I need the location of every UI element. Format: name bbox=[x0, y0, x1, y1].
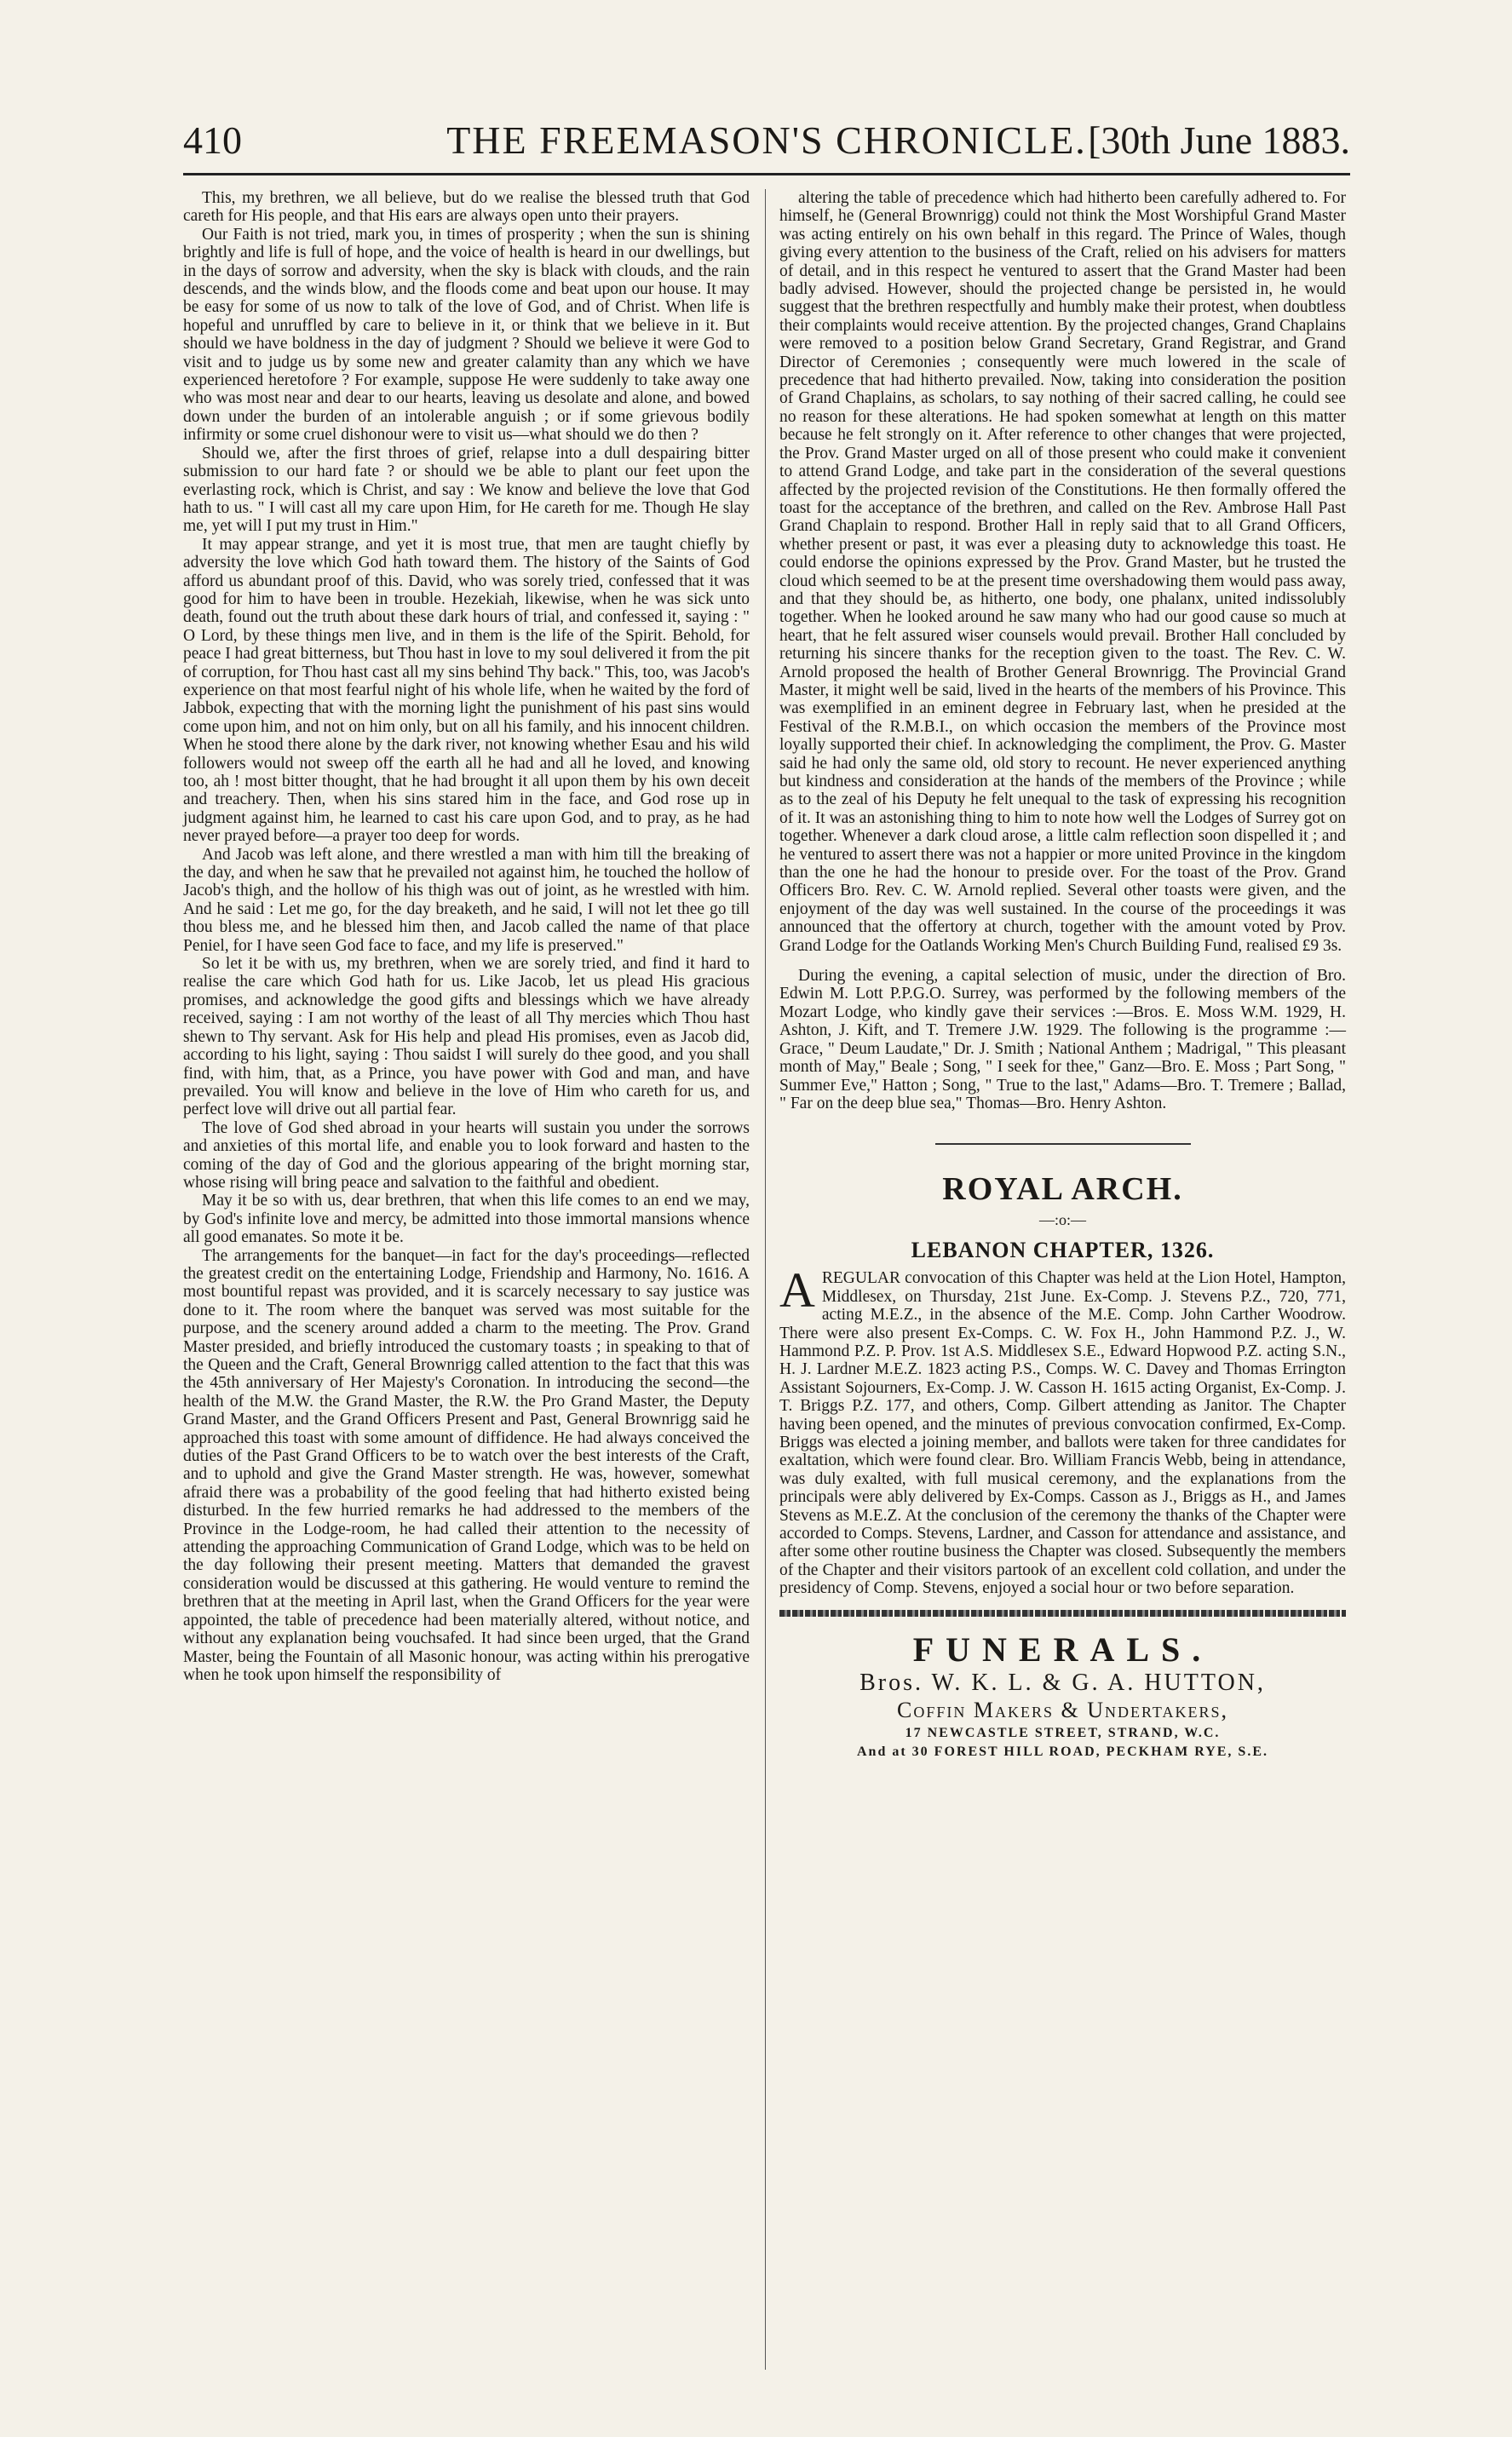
paragraph: The arrangements for the banquet—in fact for the day's proceedings—reflected the greatest credit on the entertaining Lodge, Friendship and Harmony, No. 1616. A most bountiful repast was provided, and it is scarcely necessary to say justice was done to it. The room where the banquet was served was most suitable for the purpose, and the scenery around added a charm to the meeting. The Prov. Grand Master presided, and briefly introduced the customary toasts ; in speaking to that of the Queen and the Craft, General Brownrigg called attention to the fact that this was the 45th anniversary of Her Majesty's Coronation. In introducing the second—the health of the M.W. the Grand Master, the R.W. the Pro Grand Master, the Deputy Grand Master, and the Grand Officers Present and Past, General Brownrigg said he approached this toast with some amount of diffidence. He had always conceived the duties of the Past Grand Officers to be to watch over the best interests of the Craft, and to uphold and give the Grand Master strength. He was, however, somewhat afraid there was a probability of the good feeling that had hitherto existed being disturbed. In the few hurried remarks he had addressed to the members of the Province in the Lodge-room, he had called their attention to the necessity of attending the approaching Communication of Grand Lodge, which was to be held on the day following their present meeting. Matters that demanded the gravest consideration would be discussed at this gathering. He would venture to remind the brethren that at the meeting in April last, when the Grand Officers for the year were appointed, the table of precedence had been materially altered, without notice, and without any explanation being vouchsafed. It had since been urged, that the Grand Master, being the Fountain of all Masonic honour, was acting within his prerogative when he took upon himself the responsibility of bbox=[183, 1246, 750, 1684]
paragraph: And Jacob was left alone, and there wrestled a man with him till the breaking of the day, and when he saw that he prevailed not against him, he touched the hollow of Jacob's thigh, and the hollow of his thigh was out of joint, as he wrestled with him. And he said : Let me go, for the day breaketh, and he said, I will not let thee go till thou bless me, and he blessed him then, and Jacob called the name of that place Peniel, for I have seen God face to face, and my life is preserved." bbox=[183, 845, 750, 955]
publication-title: THE FREEMASON'S CHRONICLE. bbox=[446, 118, 1087, 162]
issue-date: [30th June 1883. bbox=[1088, 118, 1350, 162]
royal-arch-section bbox=[779, 1170, 1346, 1597]
masthead bbox=[183, 115, 1350, 166]
advert-branch-address: And at 30 FOREST HILL ROAD, PECKHAM RYE, S.E. bbox=[857, 1744, 1268, 1759]
drop-cap: A bbox=[779, 1262, 815, 1319]
advert-proprietors: Bros. W. K. L. & G. A. HUTTON, bbox=[859, 1669, 1266, 1696]
chapter-title: LEBANON CHAPTER, 1326. bbox=[911, 1238, 1215, 1263]
paragraph: This, my brethren, we all believe, but do we realise the blessed truth that God careth for His people, and that His ears are always open unto their prayers. bbox=[183, 189, 750, 226]
funerals-advert bbox=[779, 1630, 1346, 1762]
right-column bbox=[779, 189, 1346, 1762]
paragraph: Our Faith is not tried, mark you, in times of prosperity ; when the sun is shining brightly and life is full of hope, and the voice of health is heard in our dwellings, but in the days of sorrow and adversity, when the sky is black with clouds, and the rain descends, and the winds blow, and the floods come and beat upon our house. It may be easy for some of us now to talk of the love of God, and of Christ. When life is hopeful and unruffled by care to believe in it, or think that we believe in it. But should we have boldness in the day of judgment ? Should we believe it were God to visit and to judge us by some new and greater calamity than any which we have experienced heretofore ? For example, suppose He were suddenly to take away one who was most near and dear to our hearts, leaving us desolate and alone, and bowed down under the burden of an intolerable anguish ; or if some grievous bodily infirmity or some cruel dishonour were to visit us—what should we do then ? bbox=[183, 225, 750, 445]
paragraph: May it be so with us, dear brethren, that when this life comes to an end we may, by God's infinite love and mercy, be admitted into those immortal mansions whence all good emanates. So mote it be. bbox=[183, 1192, 750, 1247]
masthead-rule bbox=[183, 173, 1350, 175]
chapter-report bbox=[779, 1262, 1346, 1598]
paragraph: So let it be with us, my brethren, when we are sorely tried, and find it hard to realise the care which God hath for us. Like Jacob, let us plead His gracious promises, and acknowledge the good gifts and blessings which we have already received, saying : I am not worthy of the least of all Thy mercies which Thou hast shewn to Thy servant. Ask for His help and plead His promises, even as Jacob did, according to his light, saying : Thou saidst I will surely do thee good, and you shall find, with him, that, as a Prince, you have power with God and man, and have prevailed. You will know and believe in the love of Him who careth for us, and perfect love will drive out all partial fear. bbox=[183, 955, 750, 1119]
page-number: 410 bbox=[183, 118, 242, 162]
advert-address: 17 NEWCASTLE STREET, STRAND, W.C. bbox=[905, 1725, 1221, 1740]
chapter-report-text: REGULAR convocation of this Chapter was held at the Lion Hotel, Hampton, Middlesex, on Thursday, 21st June. Ex-Comp. J. Stevens P.Z., 720, 771, acting M.E.Z., in the absence of the M.E. Comp. John Carther Woodrow. There were also present Ex-Comps. C. W. Fox H., John Hammond P.Z. J., W. Hammond P.Z. P. Prov. 1st A.S. Middlesex S.E., Edward Hopwood P.Z. acting S.N., H. J. Lardner M.E.Z. 1823 acting P.S., Comps. W. C. Davey and Thomas Errington Assistant Sojourners, Ex-Comp. J. W. Casson H. 1615 acting Organist, Ex-Comp. J. T. Briggs P.Z. 177, and others, Comp. Gilbert attending as Janitor. The Chapter having been opened, and the minutes of previous convocation confirmed, Ex-Comp. Briggs was elected a joining member, and ballots were taken for three candidates for exaltation, which were found clear. Bro. William Francis Webb, being in attendance, was duly exalted, with full musical ceremony, and the explanations from the principals were ably delivered by Ex-Comps. Casson as J., Briggs as H., and James Stevens as M.E.Z. At the conclusion of the ceremony the thanks of the Chapter were accorded to Comps. Stevens, Lardner, and Casson for attendance and assistance, and after some other routine business the Chapter was closed. Subsequently the members of the Chapter and their visitors partook of an excellent cold collation, and under the presidency of Comp. Stevens, enjoyed a social hour or two before separation. bbox=[779, 1269, 1346, 1598]
section-title: ROYAL ARCH. bbox=[942, 1171, 1183, 1208]
paragraph: The love of God shed abroad in your hearts will sustain you under the sorrows and anxieties of this mortal life, and enable you to look forward and hasten to the coming of the day of God and the glorious appearing of the bright morning star, whose rising will bring peace and salvation to the faithful and obedient. bbox=[183, 1118, 750, 1192]
paragraph: It may appear strange, and yet it is most true, that men are taught chiefly by adversity the love which God hath toward them. The history of the Saints of God afford us abundant proof of this. David, who was sorely tried, confessed that it was good for him to have been in trouble. Hezekiah, likewise, when he was sick unto death, found out the truth about these dark hours of trial, and confessed it, saying : " O Lord, by these things men live, and in them is the life of the Spirit. Behold, for peace I had great bitterness, but Thou hast in love to my soul delivered it from the pit of corruption, for Thou hast cast all my sins behind Thy back." This, too, was Jacob's experience on that most fearful night of his whole life, when he waited by the ford of Jabbok, expecting that with the morning light the punishment of his past sins would come upon him, and not on him only, but on all his family, and his innocent children. When he stood there alone by the dark river, not knowing whether Esau and his wild followers would not sweep off the earth all he had and all he loved, and knowing too, ah ! most bitter thought, that he had brought it all upon them by his own deceit and treachery. Then, when his sins stared him in the face, and God rose up in judgment against him, he learned to cast his care upon God, and to pray, as he had never prayed before—a prayer too deep for words. bbox=[183, 535, 750, 846]
column-separator bbox=[765, 189, 766, 2370]
left-column bbox=[183, 189, 750, 1684]
section-ornament: —:o:— bbox=[1038, 1211, 1086, 1229]
paragraph: During the evening, a capital selection of music, under the direction of Bro. Edwin M. Lott P.P.G.O. Surrey, was performed by the following members of the Mozart Lodge, who kindly gave their services :—Bros. E. Moss W.M. 1929, H. Ashton, J. Kift, and T. Tremere J.W. 1929. The following is the programme :—Grace, " Deum Laudate," Dr. J. Smith ; National Anthem ; Madrigal, " This pleasant month of May," Beale ; Song, " I seek for thee," Ganz—Bro. E. Moss ; Part Song, " Summer Eve," Hatton ; Song, " True to the last," Adams—Bro. T. Tremere ; Ballad, " Far on the deep blue sea," Thomas—Bro. Henry Ashton. bbox=[779, 967, 1346, 1112]
section-divider bbox=[935, 1143, 1191, 1145]
paragraph: Should we, after the first throes of grief, relapse into a dull despairing bitter submission to our hard fate ? or should we be able to plant our feet upon the everlasting rock, which is Christ, and say : We know and believe the love that God hath to us. " I will cast all my care upon Him, for He careth for me. Though He slay me, yet will I put my trust in Him." bbox=[183, 444, 750, 536]
advert-trade: Coffin Makers & Undertakers, bbox=[897, 1697, 1228, 1722]
ornamental-rule bbox=[779, 1610, 1346, 1617]
advert-title: FUNERALS. bbox=[912, 1629, 1213, 1669]
paragraph: altering the table of precedence which had hitherto been carefully adhered to. For himself, he (General Brownrigg) could not think the Most Worshipful Grand Master was acting entirely on his own behalf in this regard. The Prince of Wales, though giving every attention to the business of the Craft, relied on his advisers for matters of detail, and in this respect he ventured to assert that the Grand Master had been badly advised. However, should the projected change be persisted in, he would suggest that the brethren respectfully and humbly make their protest, when doubtless their complaints would receive attention. By the projected changes, Grand Chaplains were removed to a position below Grand Secretary, Grand Registrar, and Grand Director of Ceremonies ; consequently were much lowered in the scale of precedence that had hitherto prevailed. Now, taking into consideration the position of Grand Chaplains, as scholars, to say nothing of their sacred calling, he could see no reason for these alterations. He had spoken somewhat at length on this matter because he felt strongly on it. After reference to other changes that were projected, the Prov. Grand Master urged on all of those present who could make it convenient to attend Grand Lodge, and take part in the consideration of the several questions affected by the projected revision of the Constitutions. He then formally offered the toast for the acceptance of the brethren, and called on the Rev. Ambrose Hall Past Grand Chaplain to respond. Brother Hall in reply said that to all Grand Officers, whether present or past, it was ever a pleasing duty to acknowledge this toast. He could endorse the opinions expressed by the Prov. Grand Master, but he trusted the cloud which seemed to be at the present time overshadowing them would pass away, and that they should be, as hitherto, one body, one phalanx, united indissolubly together. When he looked around he saw many who had our good cause so much at heart, that he felt assured wiser counsels would prevail. Brother Hall concluded by returning his sincere thanks for the reception given to the toast. The Rev. C. W. Arnold proposed the health of Brother General Brownrigg. The Provincial Grand Master, it might well be said, lived in the hearts of the members of his Province. This was exemplified in an eminent degree in February last, when he presided at the Festival of the R.M.B.I., on which occasion the members of the Province most loyally supported their chief. In acknowledging the compliment, the Prov. G. Master said he had only the same old, old story to recount. He never experienced anything but kindness and consideration at the hands of the members of the Province ; while as to the zeal of his Deputy he felt unequal to the task of expressing his recognition of it. It was an astonishing thing to him to note how well the Lodges of Surrey got on together. Whenever a dark cloud arose, a little calm reflection soon dispelled it ; and he ventured to assert there was not a happier or more united Province in the kingdom than the one he had the honour to preside over. For the toast of the Prov. Grand Officers Bro. Rev. C. W. Arnold replied. Several other toasts were given, and the enjoyment of the day was well sustained. In the course of the proceedings it was announced that the offertory at church, together with the amount voted by Prov. Grand Lodge for the Oatlands Working Men's Church Building Fund, realised £9 3s. bbox=[779, 189, 1346, 955]
